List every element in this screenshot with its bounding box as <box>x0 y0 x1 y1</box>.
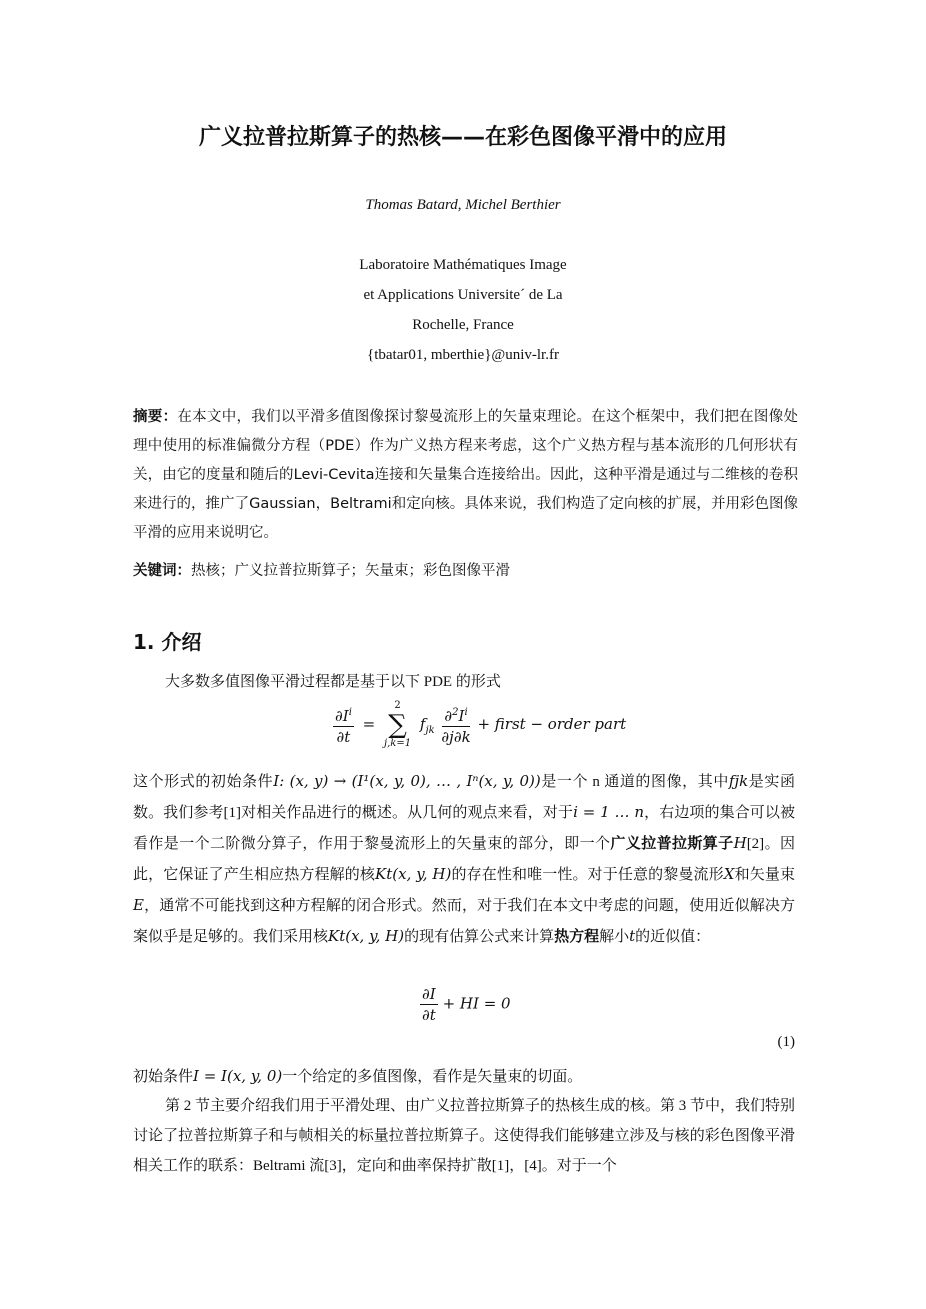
abstract-label: 摘要： <box>133 409 178 425</box>
abstract <box>133 403 798 548</box>
section-heading: 1. 介绍 <box>133 630 202 654</box>
affiliation-email: {tbatar01, mberthie}@univ-lr.fr <box>367 347 559 363</box>
eq-lhs-fraction: $\frac{\partial I^i}{\partial t}$ <box>333 703 354 747</box>
term-heat-equation: 热方程 <box>554 927 600 945</box>
equation-number: (1) <box>777 1034 795 1050</box>
keywords-label: 关键词： <box>133 563 191 579</box>
abstract-text: 在本文中，我们以平滑多值图像探讨黎曼流形上的矢量束理论。在这个框架中，我们把在图像处理中使用的标准偏微分方程（PDE）作为广义热方程来考虑，这个广义热方程与基本流形的几何形状有关，由它的度量和随后的Levi-Cevita连接和矢量集合连接给出。因此，这种平滑是通过与二维核的卷积来进行的，推广了Gaussian，Beltrami和定向核。具体来说，我们构造了定向核的扩展，并用彩色图像平滑的应用来说明它。 <box>133 409 799 541</box>
affiliation-line-1: Laboratoire Mathématiques Image <box>359 257 567 273</box>
paper-title: 广义拉普拉斯算子的热核——在彩色图像平滑中的应用 <box>198 125 727 150</box>
intro-paragraph-2: 这个形式的初始条件I: (x, y) → (I¹(x, y, 0), … , Iⁿ(x, y, 0))是一个 n 通道的图像，其中fjk是实函数。我们参考[1]对相关作品进行的概述。从几何的观点来看，对于i = 1 … n，右边项的集合可以被看作是一个二阶微分算子，作用于黎曼流形上的矢量束的部分，即一个广义拉普拉斯算子H[2]。因此，它保证了产生相应热方程解的核Kt(x, y, H)的存在性和唯一性。对于任意的黎曼流形X和矢量束E，通常不可能找到这种方程解的闭合形式。然而，对于我们在本文中考虑的问题，使用近似解决方案似乎是足够的。我们采用核Kt(x, y, H)的现有估算公式来计算热方程解小t的近似值： <box>133 772 795 945</box>
equation-main: $\frac{\partial I^i}{\partial t}$ = 2 ∑ j,k=1 $f_{jk}$ $\frac{\partial^2I^i}{\partial j\partial k}$ + first − order part <box>335 700 627 749</box>
intro-paragraph-3: 初始条件I = I(x, y, 0)一个给定的多值图像，看作是矢量束的切面。 <box>133 1067 583 1085</box>
intro-paragraph-1: 大多数多值图像平滑过程都是基于以下 PDE 的形式 <box>165 674 501 690</box>
affiliation-line-3: Rochelle, France <box>412 317 514 333</box>
intro-paragraph-4: 第 2 节主要介绍我们用于平滑处理、由广义拉普拉斯算子的热核生成的核。第 3 节中，我们特别讨论了拉普拉斯算子和与帧相关的标量拉普拉斯算子。这使得我们能够建立涉及与核的彩色图像平滑相关工作的联系：Beltrami 流[3]，定向和曲率保持扩散[1]，[4]。对于一个 <box>133 1098 796 1174</box>
keywords-text: 热核；广义拉普拉斯算子；矢量束；彩色图像平滑 <box>191 563 510 579</box>
authors: Thomas Batard, Michel Berthier <box>365 197 561 213</box>
eq-summation: 2 ∑ j,k=1 <box>384 700 412 749</box>
equation-1: $\frac{\partial I}{\partial t}$ + HI = 0 <box>422 985 511 1024</box>
eq-rhs-fraction: $\frac{\partial^2I^i}{\partial j\partial k}$ <box>439 703 472 747</box>
term-generalized-laplacian: 广义拉普拉斯算子 <box>610 834 734 852</box>
keywords <box>133 559 510 580</box>
affiliation-line-2: et Applications Universite´ de La <box>363 287 563 303</box>
